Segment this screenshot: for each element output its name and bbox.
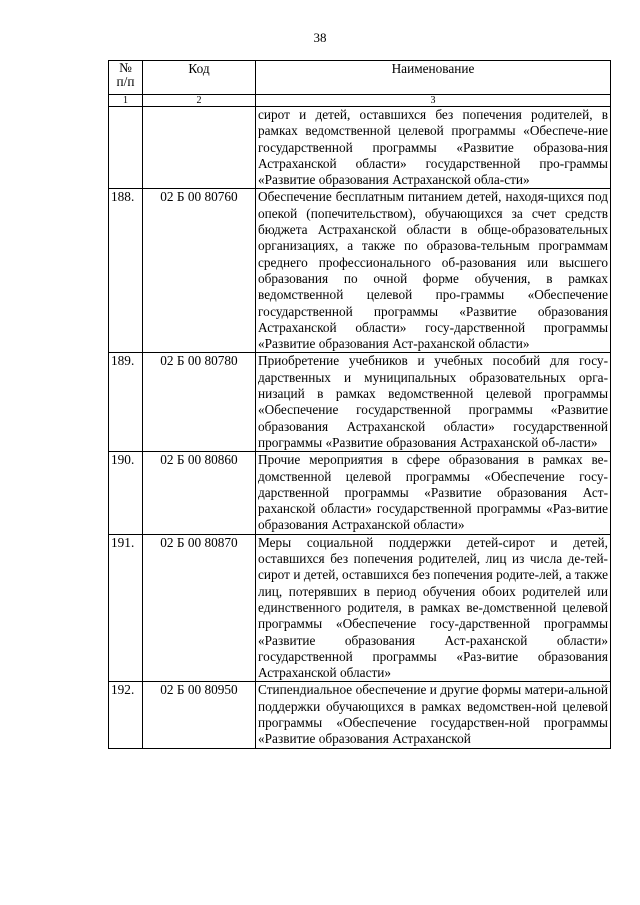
row-number: 192. [109, 682, 143, 748]
row-code: 02 Б 00 80870 [143, 534, 256, 682]
page-number: 38 [313, 30, 327, 45]
header-number [109, 61, 143, 95]
row-name: Обеспечение бесплатным питанием детей, находя-щихся под опекой (попечительством), обучающихся за счет средств бюджета Астраханской области в обще-образовательных организациях, а также по образова-тельным программам среднего профессионального об-разования или высшего образования по очной форме обучения, в рамках ведомственной целевой про-граммы «Обеспечение государственной программы «Развитие образования Астраханской области» госу-дарственной программы «Развитие образования Аст-раханской области» [256, 189, 611, 353]
row-code [143, 107, 256, 189]
header-code: Код [143, 61, 256, 95]
column-index-2: 2 [143, 95, 256, 107]
header-number-line1: № [119, 60, 132, 75]
table-row [109, 452, 611, 534]
table-row [109, 682, 611, 748]
row-name: Меры социальной поддержки детей-сирот и детей, оставшихся без попечения родителей, лиц из числа де-тей-сирот и детей, оставшихся без попечения родите-лей, а также лиц, потерявших в период обучения обоих родителей или единственного родителя, в рамках ве-домственной целевой программы «Обеспечение госу-дарственной программы «Развитие образования Аст-раханской области» государственной программы «Раз-витие образования Астраханской области» [256, 534, 611, 682]
column-index-3: 3 [256, 95, 611, 107]
row-code: 02 Б 00 80860 [143, 452, 256, 534]
row-number: 190. [109, 452, 143, 534]
appropriations-table [108, 60, 611, 749]
row-number [109, 107, 143, 189]
table-row [109, 353, 611, 452]
column-index-row [109, 95, 611, 107]
table-row [109, 189, 611, 353]
row-code: 02 Б 00 80780 [143, 353, 256, 452]
header-name: Наименование [256, 61, 611, 95]
header-row [109, 61, 611, 95]
table-row-continuation [109, 107, 611, 189]
row-code: 02 Б 00 80950 [143, 682, 256, 748]
row-name: Прочие мероприятия в сфере образования в рамках ве-домственной целевой программы «Обеспечение госу-дарственной программы «Развитие образования Аст-раханской области» государственной программы «Раз-витие образования Астраханской области» [256, 452, 611, 534]
row-number: 188. [109, 189, 143, 353]
row-code: 02 Б 00 80760 [143, 189, 256, 353]
row-name: сирот и детей, оставшихся без попечения родителей, в рамках ведомственной целевой программы «Обеспече-ние государственной программы «Развитие образова-ния Астраханской области» государственной про-граммы «Развитие образования Астраханской обла-сти» [256, 107, 611, 189]
row-name: Приобретение учебников и учебных пособий для госу-дарственных и муниципальных образовательных орга-низаций в рамках ведомственной целевой программы «Обеспечение государственной программы «Развитие образования Астраханской области» государственной программы «Развитие образования Астраханской об-ласти» [256, 353, 611, 452]
row-number: 189. [109, 353, 143, 452]
table-row [109, 534, 611, 682]
row-name: Стипендиальное обеспечение и другие формы матери-альной поддержки обучающихся в рамках ведомствен-ной целевой программы «Обеспечение государствен-ной программы «Развитие образования Астраханской [256, 682, 611, 748]
column-index-1: 1 [109, 95, 143, 107]
row-number: 191. [109, 534, 143, 682]
header-number-line2: п/п [116, 74, 135, 89]
